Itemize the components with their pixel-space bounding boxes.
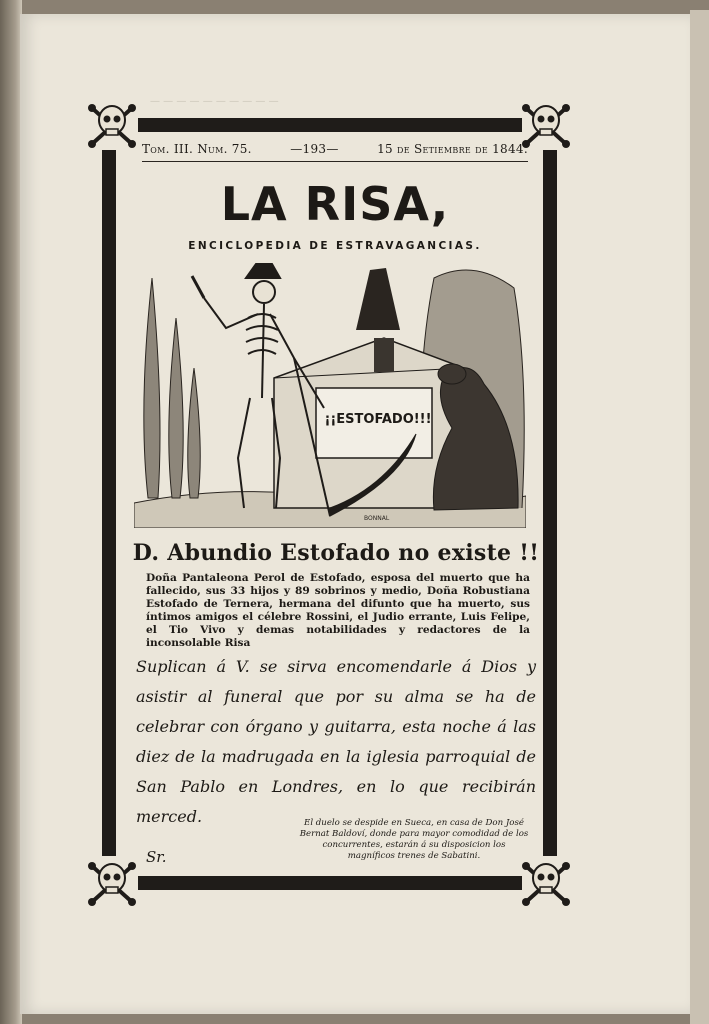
frame-right-bar <box>543 150 557 856</box>
masthead-subtitle: ENCICLOPEDIA DE ESTRAVAGANCIAS. <box>188 240 482 252</box>
issue-date: 15 de Setiembre de 1844. <box>377 142 528 156</box>
engraver-signature: BONNAL <box>364 515 390 522</box>
page-number: —193— <box>290 142 339 156</box>
page-edge <box>690 10 709 1024</box>
footnote: El duelo se despide en Sueca, en casa de Don José Bernat Baldoví, donde para mayor comodidad de los concurrentes, estarán á su disposicion los magníficos trenes de Sabatini. <box>299 818 529 861</box>
tree-icon <box>144 278 200 498</box>
invitation-paragraph: Suplican á V. se sirva encomendarle á Dios y asistir al funeral que por su alma se ha de celebrar con órgano y guitarra, esta noche á las diez de la madrugada en la iglesia parroquial de San Pablo en Londres, en lo que recibirán merced. <box>136 657 536 826</box>
skull-crossbones-icon <box>86 98 138 150</box>
mourners-paragraph: Doña Pantaleona Perol de Estofado, esposa del muerto que ha fallecido, sus 33 hijos y 89 sobrinos y medio, Doña Robustiana Estofado de Ternera, hermana del difunto que ha muerto, sus íntimos amigos el célebre Rossini, el Judio errante, Luis Felipe, el Tio Vivo y demas notabilidades y redactores de la inconsolable Risa <box>146 572 530 649</box>
notice-heading: D. Abundio Estofado no existe !! <box>132 540 540 566</box>
addressee-line: Sr. <box>146 848 167 866</box>
frame-bottom-bar <box>138 876 522 890</box>
frame-left-bar <box>102 150 116 856</box>
engraving-illustration <box>134 258 526 528</box>
show-through-text: — — — — — — — — — — <box>150 96 279 107</box>
volume-number: Tom. III. Num. 75. <box>142 142 252 156</box>
book-spine <box>0 0 22 1024</box>
skull-crossbones-icon <box>86 856 138 908</box>
tomb-inscription: ¡¡ESTOFADO!!! <box>324 412 432 427</box>
skull-crossbones-icon <box>520 856 572 908</box>
frame-top-bar <box>138 118 522 132</box>
issue-header <box>142 140 528 162</box>
masthead-title: LA RISA, <box>220 177 450 231</box>
